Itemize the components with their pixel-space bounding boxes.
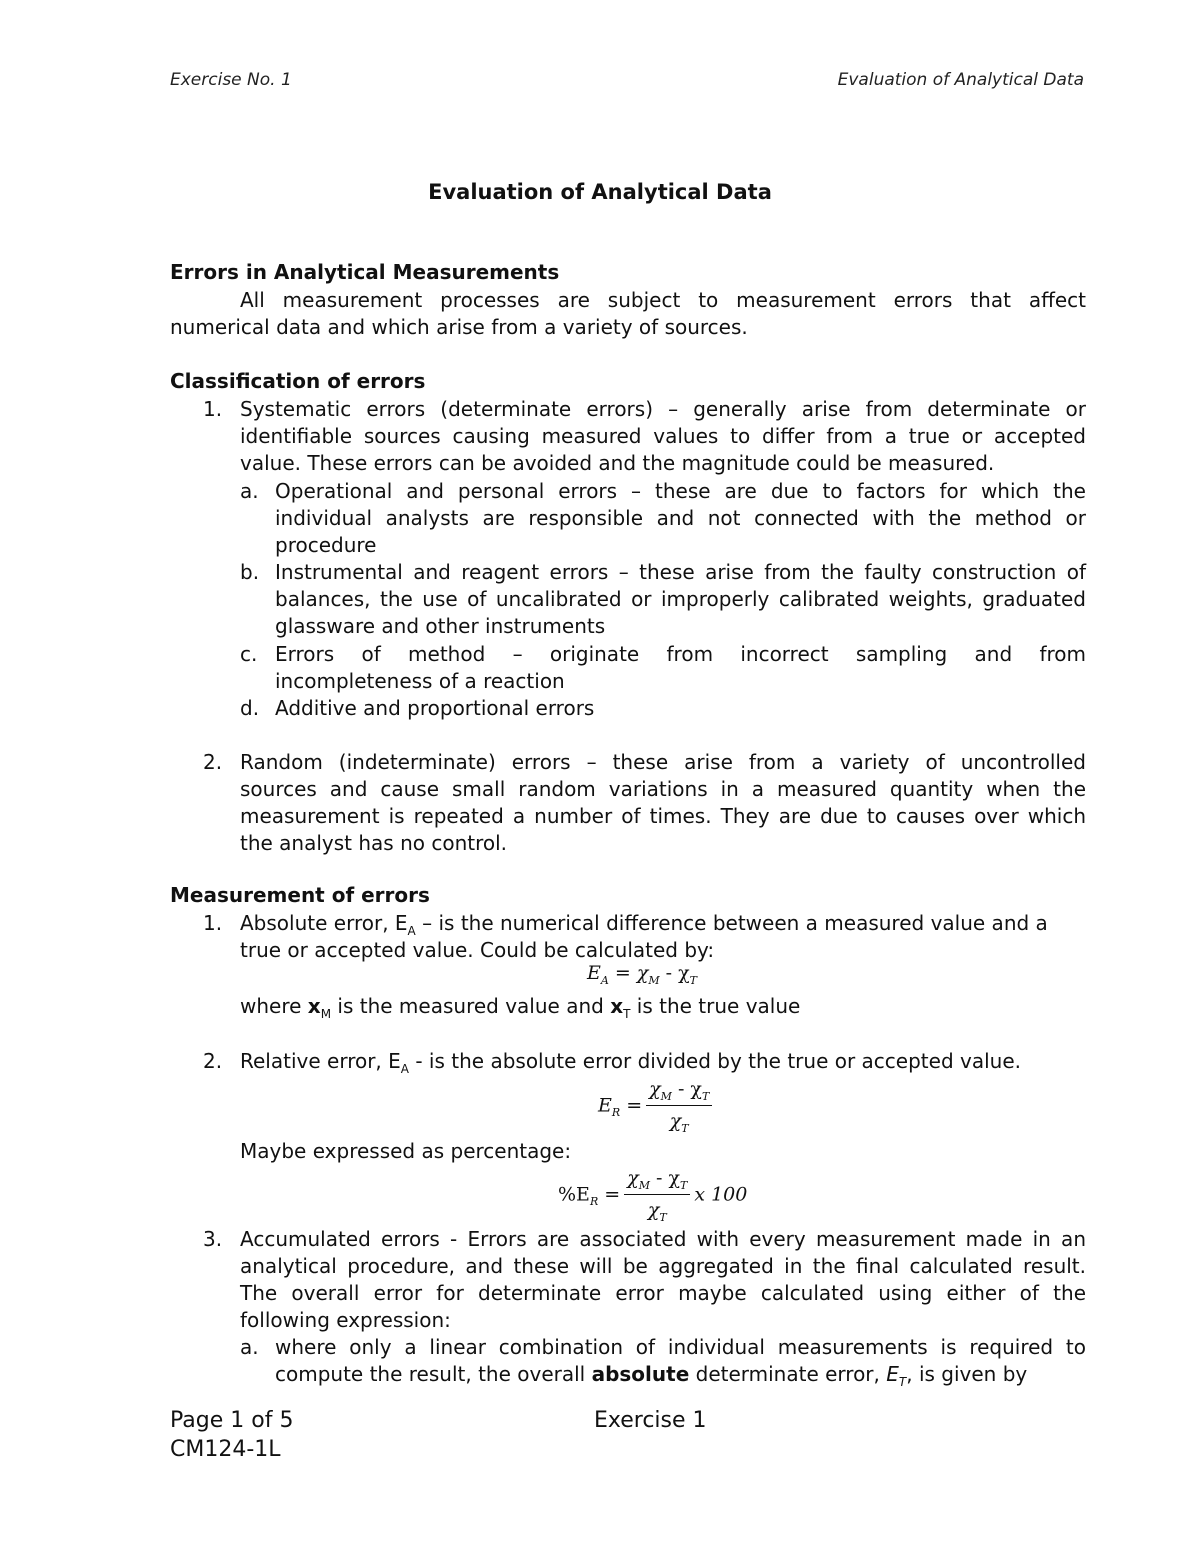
systematic-errors-line3: value. These errors can be avoided and the magnitude could be measured. [240, 451, 995, 475]
systematic-errors-line2: identifiable sources causing measured values to differ from a true or accepted [240, 424, 1086, 448]
absolute-error-line1: Absolute error, $E_A$ – is the numerical difference between a measured value and a [240, 911, 1048, 938]
absolute-error-equation: $E_A = \chi_M - \chi_T$ [587, 962, 697, 987]
list-letter: b. [240, 560, 260, 584]
list-letter: c. [240, 642, 258, 666]
percent-relative-error-equation: $\%E_R$ = $\frac{\chi_M - \chi_T}{\chi_T}$ x 100 [558, 1167, 748, 1224]
method-errors-line1: Errors of method – originate from incorrect sampling and from [275, 642, 1086, 666]
accumulated-errors-line1: Accumulated errors - Errors are associated with every measurement made in an [240, 1227, 1086, 1251]
list-number: 2. [203, 750, 223, 774]
list-letter: d. [240, 696, 260, 720]
random-errors-line4: the analyst has no control. [240, 831, 508, 855]
operational-errors-line2: individual analysts are responsible and not connected with the method or [275, 506, 1086, 530]
systematic-errors-line1: Systematic errors (determinate errors) – generally arise from determinate or [240, 397, 1086, 421]
list-number: 3. [203, 1227, 223, 1251]
header-exercise-number: Exercise No. 1 [170, 70, 292, 90]
section-heading-classification: Classification of errors [170, 369, 426, 393]
operational-errors-line3: procedure [275, 533, 377, 557]
accumulated-errors-line4: following expression: [240, 1308, 451, 1332]
section-heading-measurement: Measurement of errors [170, 883, 430, 907]
header-document-title: Evaluation of Analytical Data [837, 70, 1084, 90]
accumulated-errors-line2: analytical procedure, and these will be aggregated in the final calculated result. [240, 1254, 1086, 1278]
linear-combination-line2: compute the result, the overall absolute determinate error, $E_T$, is given by [275, 1362, 1028, 1389]
list-number: 1. [203, 911, 223, 935]
footer-course-code: CM124-1L [170, 1437, 281, 1462]
random-errors-line2: sources and cause small random variations in a measured quantity when the [240, 777, 1086, 801]
relative-error-maybe: Maybe expressed as percentage: [240, 1139, 572, 1163]
absolute-error-where: where $x_M$ is the measured value and $x_T$ is the true value [240, 994, 801, 1021]
footer-page-number: Page 1 of 5 [170, 1408, 294, 1433]
instrumental-errors-line2: balances, the use of uncalibrated or improperly calibrated weights, graduated [275, 587, 1086, 611]
relative-error-equation: $E_R$ = $\frac{\chi_M - \chi_T}{\chi_T}$ [598, 1078, 716, 1135]
operational-errors-line1: Operational and personal errors – these are due to factors for which the [275, 479, 1086, 503]
intro-paragraph-line2: numerical data and which arise from a variety of sources. [170, 315, 748, 339]
absolute-error-line2: true or accepted value. Could be calculated by: [240, 938, 715, 962]
relative-error-line1: Relative error, $E_A$ - is the absolute error divided by the true or accepted value. [240, 1049, 1021, 1076]
list-number: 2. [203, 1049, 223, 1073]
instrumental-errors-line3: glassware and other instruments [275, 614, 606, 638]
method-errors-line2: incompleteness of a reaction [275, 669, 565, 693]
section-heading-errors: Errors in Analytical Measurements [170, 260, 560, 284]
instrumental-errors-line1: Instrumental and reagent errors – these arise from the faulty construction of [275, 560, 1086, 584]
random-errors-line3: measurement is repeated a number of times. They are due to causes over which [240, 804, 1086, 828]
page-title: Evaluation of Analytical Data [428, 180, 772, 204]
accumulated-errors-line3: The overall error for determinate error maybe calculated using either of the [240, 1281, 1086, 1305]
linear-combination-line1: where only a linear combination of individual measurements is required to [275, 1335, 1086, 1359]
additive-errors-line1: Additive and proportional errors [275, 696, 595, 720]
random-errors-line1: Random (indeterminate) errors – these arise from a variety of uncontrolled [240, 750, 1086, 774]
list-letter: a. [240, 479, 259, 503]
list-number: 1. [203, 397, 223, 421]
list-letter: a. [240, 1335, 259, 1359]
footer-exercise: Exercise 1 [594, 1408, 707, 1433]
intro-paragraph-line1: All measurement processes are subject to measurement errors that affect [240, 288, 1086, 312]
